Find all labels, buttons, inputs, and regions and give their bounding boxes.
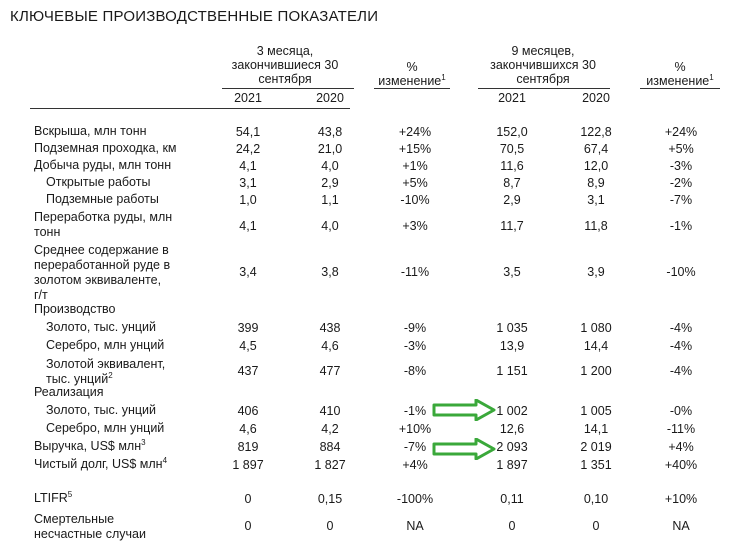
table-cell: -2% <box>669 176 693 190</box>
table-cell: 0,15 <box>317 492 343 506</box>
footnote-mark: 2 <box>108 370 113 380</box>
table-cell: +5% <box>668 142 694 156</box>
header-line: % <box>406 60 418 74</box>
row-label-line: Открытые работы <box>46 175 151 189</box>
table-cell: 1 827 <box>314 458 346 472</box>
header-line: закончившиеся 30 <box>231 58 339 72</box>
table-cell: 477 <box>319 364 341 378</box>
table-cell: 0,11 <box>500 492 524 506</box>
table-cell: -4% <box>669 364 693 378</box>
table-cell: 819 <box>237 440 259 454</box>
table-cell: -3% <box>669 159 693 173</box>
year-header: 2020 <box>582 91 610 105</box>
table-cell: 0 <box>592 519 600 533</box>
year-header: 2021 <box>234 91 262 105</box>
table-cell: +15% <box>398 142 432 156</box>
footnote-mark: 3 <box>141 437 146 447</box>
row-label <box>34 243 170 303</box>
table-cell: 0 <box>508 519 516 533</box>
table-cell: 21,0 <box>317 142 343 156</box>
table-cell: -7% <box>669 193 693 207</box>
table-cell: 4,1 <box>239 159 257 173</box>
table-cell: 4,1 <box>239 219 257 233</box>
table-cell: +24% <box>664 125 698 139</box>
table-cell: 3,4 <box>239 265 257 279</box>
row-label <box>34 124 147 139</box>
table-cell: 43,8 <box>317 125 343 139</box>
table-cell: -1% <box>669 219 693 233</box>
header-line: % <box>674 60 686 74</box>
footnote-mark: 1 <box>709 72 714 82</box>
header-rule <box>640 88 720 89</box>
table-cell: +4% <box>402 458 428 472</box>
table-cell: 1 005 <box>580 404 612 418</box>
footnote-mark: 1 <box>441 72 446 82</box>
table-cell: -3% <box>403 339 427 353</box>
table-cell: 3,9 <box>587 265 605 279</box>
row-label-line: золотом эквиваленте, <box>34 273 162 287</box>
table-cell: -4% <box>669 321 693 335</box>
header-line: изменение <box>646 74 710 88</box>
row-label-line <box>34 491 72 506</box>
table-cell: 4,2 <box>321 422 339 436</box>
row-label-line: Вскрыша, млн тонн <box>34 124 147 138</box>
table-cell: -1% <box>403 404 427 418</box>
footnote-mark: 5 <box>67 489 73 499</box>
header-period-3m <box>210 44 360 86</box>
row-label <box>34 512 146 542</box>
year-header: 2021 <box>498 91 526 105</box>
table-cell: 11,7 <box>500 219 524 233</box>
row-label-line: Среднее содержание в <box>34 243 169 257</box>
year-header: 2020 <box>316 91 344 105</box>
header-pct-change-3m <box>364 60 460 88</box>
table-cell: +1% <box>402 159 428 173</box>
table-cell: 4,0 <box>321 159 339 173</box>
row-label <box>34 439 146 454</box>
row-label <box>46 192 159 207</box>
row-label-line: переработанной руде в <box>34 258 171 272</box>
row-label-text: тыс. унций <box>46 372 109 386</box>
table-cell: 437 <box>237 364 259 378</box>
page-title: КЛЮЧЕВЫЕ ПРОИЗВОДСТВЕННЫЕ ПОКАЗАТЕЛИ <box>10 8 379 25</box>
table-cell: 1 035 <box>496 321 528 335</box>
table-cell: 2 019 <box>580 440 612 454</box>
table-cell: 410 <box>319 404 341 418</box>
row-label-line <box>34 439 146 454</box>
table-cell: -7% <box>403 440 427 454</box>
row-label <box>46 403 156 418</box>
row-label-line: Переработка руды, млн <box>34 210 173 224</box>
header-rule <box>374 88 450 89</box>
row-label <box>34 491 72 506</box>
table-cell: +10% <box>398 422 432 436</box>
header-period-9m <box>468 44 618 86</box>
table-cell: 406 <box>237 404 259 418</box>
row-label-line: тонн <box>34 225 61 239</box>
row-label <box>46 357 165 387</box>
table-cell: 4,0 <box>321 219 339 233</box>
table-cell: 12,6 <box>499 422 525 436</box>
table-cell: 0 <box>244 492 252 506</box>
row-label-line: г/т <box>34 288 48 302</box>
table-cell: +40% <box>664 458 698 472</box>
row-label-line: Реализация <box>34 385 104 399</box>
table-cell: -4% <box>669 339 693 353</box>
table-cell: 3,1 <box>239 176 257 190</box>
table-cell: -100% <box>396 492 434 506</box>
table-cell: 0 <box>244 519 252 533</box>
table-cell: 1 151 <box>496 364 528 378</box>
table-cell: NA <box>672 519 690 533</box>
header-line: 9 месяцев, <box>511 44 575 58</box>
table-cell: 438 <box>319 321 341 335</box>
table-cell: -10% <box>666 265 696 279</box>
table-cell: 2,9 <box>503 193 521 207</box>
table-cell: NA <box>406 519 424 533</box>
table-cell: 399 <box>237 321 259 335</box>
row-label-line: Производство <box>34 302 116 316</box>
row-label <box>34 385 104 400</box>
footnote-mark: 4 <box>162 455 168 465</box>
table-cell: 24,2 <box>235 142 261 156</box>
row-label <box>34 302 116 317</box>
row-label-line: Подземные работы <box>46 192 159 206</box>
row-label <box>46 175 150 190</box>
table-cell: 3,5 <box>503 265 521 279</box>
table-cell: 70,5 <box>499 142 525 156</box>
row-label <box>34 158 171 173</box>
header-rule <box>478 88 610 89</box>
row-label-text: LTIFR <box>34 491 68 505</box>
table-cell: +3% <box>402 219 428 233</box>
table-cell: +5% <box>402 176 428 190</box>
table-cell: 884 <box>319 440 341 454</box>
table-cell: -9% <box>403 321 427 335</box>
header-line: сентября <box>258 72 312 86</box>
row-label-line: Золото, тыс. унций <box>46 403 157 417</box>
table-cell: 4,6 <box>321 339 339 353</box>
table-cell: 13,9 <box>499 339 525 353</box>
table-cell: -11% <box>666 422 696 436</box>
table-cell: 1 897 <box>496 458 528 472</box>
row-label-text: Чистый долг, US$ млн <box>34 457 163 471</box>
row-label <box>34 141 177 156</box>
table-cell: 2 093 <box>496 440 528 454</box>
table-cell: -11% <box>400 265 430 279</box>
table-cell: 1,0 <box>239 193 257 207</box>
row-label-line: Серебро, млн унций <box>46 338 165 352</box>
table-cell: 1,1 <box>321 193 339 207</box>
table-cell: 1 002 <box>496 404 528 418</box>
table-cell: 0 <box>326 519 334 533</box>
row-label-line: Подземная проходка, км <box>34 141 177 155</box>
table-cell: 0,10 <box>583 492 609 506</box>
table-cell: -8% <box>403 364 427 378</box>
table-cell: 1 080 <box>580 321 612 335</box>
table-cell: 12,0 <box>583 159 609 173</box>
row-label-text: Выручка, US$ млн <box>34 439 142 453</box>
table-cell: -0% <box>669 404 693 418</box>
table-cell: 8,9 <box>587 176 605 190</box>
arrow-icon <box>432 399 496 421</box>
table-cell: +4% <box>668 440 694 454</box>
table-cell: +10% <box>664 492 698 506</box>
row-label-line: несчастные случаи <box>34 527 146 541</box>
table-cell: 14,4 <box>583 339 609 353</box>
header-line: 3 месяца, <box>256 44 314 58</box>
table-cell: 122,8 <box>580 125 612 139</box>
row-label-line <box>34 457 167 472</box>
row-label <box>34 457 167 472</box>
table-rule <box>30 108 350 109</box>
header-line: закончившихся 30 <box>490 58 596 72</box>
row-label-line: Золото, тыс. унций <box>46 320 157 334</box>
row-label-line: Добыча руды, млн тонн <box>34 158 172 172</box>
table-cell: 8,7 <box>503 176 521 190</box>
table-cell: 1 351 <box>580 458 612 472</box>
arrow-icon <box>432 438 496 460</box>
header-pct-change-9m <box>632 60 728 88</box>
table-cell: 14,1 <box>583 422 609 436</box>
table-cell: 11,8 <box>584 219 608 233</box>
table-cell: 1 200 <box>580 364 612 378</box>
header-line: изменение <box>378 74 442 88</box>
header-rule <box>222 88 354 89</box>
table-cell: 4,6 <box>239 422 257 436</box>
table-cell: 3,8 <box>321 265 339 279</box>
row-label <box>46 338 164 353</box>
row-label-line: Смертельные <box>34 512 115 526</box>
table-cell: -10% <box>400 193 430 207</box>
table-cell: 152,0 <box>496 125 528 139</box>
table-cell: 4,5 <box>239 339 257 353</box>
table-cell: 67,4 <box>583 142 609 156</box>
table-cell: 54,1 <box>235 125 261 139</box>
table-cell: 3,1 <box>587 193 605 207</box>
row-label-line: Золотой эквивалент, <box>46 357 166 371</box>
row-label <box>46 421 164 436</box>
table-cell: 11,6 <box>500 159 524 173</box>
table-cell: +24% <box>398 125 432 139</box>
table-cell: 1 897 <box>232 458 264 472</box>
row-label <box>46 320 156 335</box>
row-label-line: Серебро, млн унций <box>46 421 165 435</box>
header-line: сентября <box>516 72 570 86</box>
table-cell: 2,9 <box>321 176 339 190</box>
row-label <box>34 210 172 240</box>
